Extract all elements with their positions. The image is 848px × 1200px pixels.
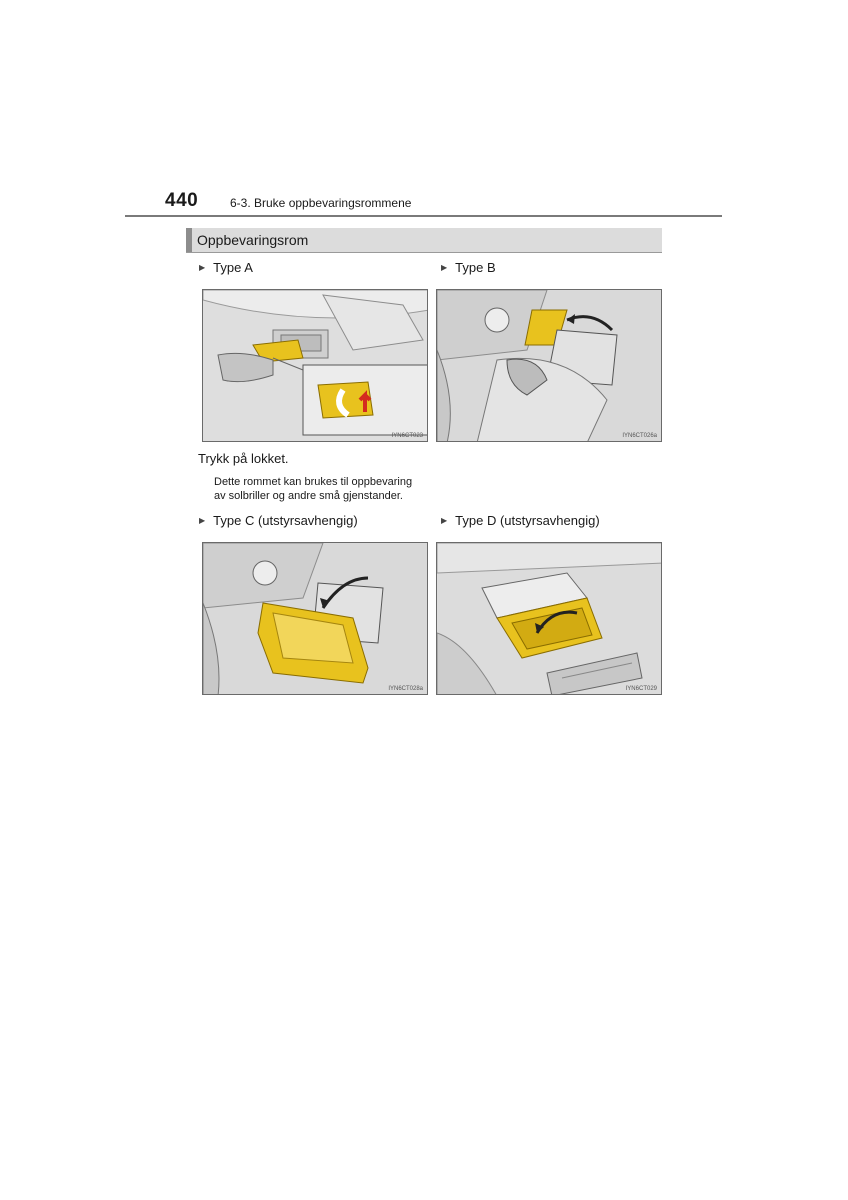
instruction-text: Trykk på lokket.	[198, 451, 289, 466]
type-d-text: Type D (utstyrsavhengig)	[455, 513, 600, 528]
overhead-console-illustration	[203, 290, 428, 442]
figure-code: IYN6CT029	[625, 686, 657, 692]
chapter-title: 6-3. Bruke oppbevaringsrommene	[230, 196, 412, 210]
type-a-text: Type A	[213, 260, 253, 275]
type-b-text: Type B	[455, 260, 496, 275]
note-line-2: av solbriller og andre små gjenstander.	[214, 490, 403, 502]
figure-type-d	[436, 542, 662, 695]
type-c-text: Type C (utstyrsavhengig)	[213, 513, 358, 528]
triangle-bullet-icon: ▶	[199, 263, 206, 272]
section-title: Oppbevaringsrom	[197, 232, 309, 248]
console-tray-illustration	[203, 543, 428, 695]
type-a-label	[199, 260, 253, 275]
figure-code: IYN6CT028a	[388, 686, 423, 692]
figure-code: IYN6CT023	[391, 433, 423, 439]
dashboard-compartment-illustration	[437, 543, 662, 695]
note-line-1: Dette rommet kan brukes til oppbevaring	[214, 476, 413, 488]
figure-code: IYN6CT026a	[622, 433, 657, 439]
page-number: 440	[165, 190, 199, 211]
figure-type-a	[202, 289, 428, 442]
section-header	[186, 228, 662, 253]
figure-type-b	[436, 289, 662, 442]
center-console-illustration	[437, 290, 662, 442]
triangle-bullet-icon: ▶	[441, 263, 448, 272]
section-marker	[186, 228, 192, 252]
triangle-bullet-icon: ▶	[441, 516, 448, 525]
type-b-label	[441, 260, 496, 275]
triangle-bullet-icon: ▶	[199, 516, 206, 525]
type-d-label	[441, 513, 600, 528]
type-c-label	[199, 513, 358, 528]
figure-type-c	[202, 542, 428, 695]
header-divider	[125, 215, 722, 217]
